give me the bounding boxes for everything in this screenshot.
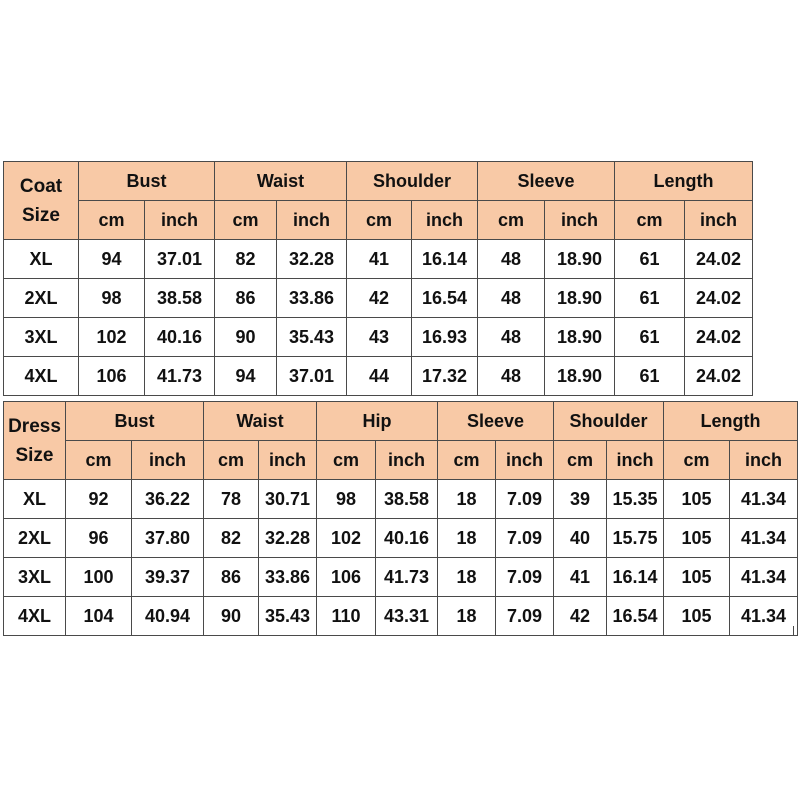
inch-value-cell: 41.73 xyxy=(145,357,215,396)
cm-value-cell: 96 xyxy=(66,519,132,558)
cm-value-cell: 104 xyxy=(66,597,132,636)
inch-value-cell: 15.75 xyxy=(607,519,664,558)
coat-table-row xyxy=(4,240,753,279)
cm-value-cell: 98 xyxy=(79,279,145,318)
inch-value-cell: 18.90 xyxy=(545,279,615,318)
cm-value-cell: 61 xyxy=(615,240,685,279)
unit-cm: cm xyxy=(438,441,496,480)
unit-inch: inch xyxy=(145,201,215,240)
coat-label: Coat xyxy=(19,175,63,197)
coat-table-body xyxy=(4,240,753,396)
inch-value-cell: 37.01 xyxy=(277,357,347,396)
inch-value-cell: 16.93 xyxy=(412,318,478,357)
inch-value-cell: 30.71 xyxy=(259,480,317,519)
coat-size-table xyxy=(3,161,753,396)
cm-value-cell: 105 xyxy=(664,558,730,597)
cm-value-cell: 48 xyxy=(478,240,545,279)
cm-value-cell: 82 xyxy=(204,519,259,558)
coat-table-row xyxy=(4,357,753,396)
coat-col-waist: Waist xyxy=(215,162,347,201)
cm-value-cell: 18 xyxy=(438,480,496,519)
coat-col-sleeve: Sleeve xyxy=(478,162,615,201)
dress-col-sleeve: Sleeve xyxy=(438,402,554,441)
cm-value-cell: 105 xyxy=(664,519,730,558)
cm-value-cell: 48 xyxy=(478,357,545,396)
unit-inch: inch xyxy=(496,441,554,480)
cm-value-cell: 106 xyxy=(317,558,376,597)
coat-size-corner-header xyxy=(4,162,79,240)
coat-col-bust: Bust xyxy=(79,162,215,201)
inch-value-cell: 37.80 xyxy=(132,519,204,558)
dress-label: Dress xyxy=(8,415,61,437)
inch-value-cell: 41.34 xyxy=(730,558,798,597)
inch-value-cell: 37.01 xyxy=(145,240,215,279)
inch-value-cell: 17.32 xyxy=(412,357,478,396)
unit-cm: cm xyxy=(79,201,145,240)
cm-value-cell: 18 xyxy=(438,519,496,558)
size-label-cell: 4XL xyxy=(4,357,79,396)
cm-value-cell: 90 xyxy=(215,318,277,357)
inch-value-cell: 24.02 xyxy=(685,318,753,357)
unit-cm: cm xyxy=(664,441,730,480)
inch-value-cell: 16.14 xyxy=(412,240,478,279)
inch-value-cell: 40.16 xyxy=(376,519,438,558)
unit-cm: cm xyxy=(317,441,376,480)
size-label-cell: 4XL xyxy=(4,597,66,636)
inch-value-cell: 41.34 xyxy=(730,480,798,519)
size-label-cell: XL xyxy=(4,480,66,519)
coat-table-row xyxy=(4,318,753,357)
inch-value-cell: 7.09 xyxy=(496,597,554,636)
inch-value-cell: 38.58 xyxy=(145,279,215,318)
unit-inch: inch xyxy=(259,441,317,480)
cm-value-cell: 82 xyxy=(215,240,277,279)
size-label-cell: 2XL xyxy=(4,519,66,558)
unit-inch: inch xyxy=(545,201,615,240)
inch-value-cell: 24.02 xyxy=(685,279,753,318)
cm-value-cell: 43 xyxy=(347,318,412,357)
cm-value-cell: 105 xyxy=(664,480,730,519)
cm-value-cell: 61 xyxy=(615,357,685,396)
size-label: Size xyxy=(21,204,61,226)
cm-value-cell: 106 xyxy=(79,357,145,396)
cm-value-cell: 94 xyxy=(79,240,145,279)
cm-value-cell: 102 xyxy=(317,519,376,558)
unit-cm: cm xyxy=(204,441,259,480)
dress-col-length: Length xyxy=(664,402,798,441)
inch-value-cell: 33.86 xyxy=(277,279,347,318)
cm-value-cell: 42 xyxy=(347,279,412,318)
cm-value-cell: 86 xyxy=(215,279,277,318)
inch-value-cell: 15.35 xyxy=(607,480,664,519)
cm-value-cell: 100 xyxy=(66,558,132,597)
inch-value-cell: 18.90 xyxy=(545,357,615,396)
inch-value-cell: 7.09 xyxy=(496,519,554,558)
size-label-cell: 2XL xyxy=(4,279,79,318)
unit-inch: inch xyxy=(376,441,438,480)
cm-value-cell: 48 xyxy=(478,318,545,357)
unit-inch: inch xyxy=(132,441,204,480)
cm-value-cell: 105 xyxy=(664,597,730,636)
inch-value-cell: 36.22 xyxy=(132,480,204,519)
dress-size-table xyxy=(3,401,798,636)
inch-value-cell: 16.14 xyxy=(607,558,664,597)
coat-table-row xyxy=(4,279,753,318)
inch-value-cell: 43.31 xyxy=(376,597,438,636)
inch-value-cell: 41.73 xyxy=(376,558,438,597)
dress-table-row xyxy=(4,558,798,597)
inch-value-cell: 38.58 xyxy=(376,480,438,519)
coat-col-length: Length xyxy=(615,162,753,201)
dress-header-row xyxy=(4,402,798,441)
unit-cm: cm xyxy=(347,201,412,240)
dress-table-row xyxy=(4,597,798,636)
inch-value-cell: 40.94 xyxy=(132,597,204,636)
unit-inch: inch xyxy=(412,201,478,240)
dress-size-corner-header xyxy=(4,402,66,480)
inch-value-cell: 35.43 xyxy=(277,318,347,357)
cm-value-cell: 44 xyxy=(347,357,412,396)
cm-value-cell: 92 xyxy=(66,480,132,519)
cm-value-cell: 98 xyxy=(317,480,376,519)
coat-unit-row xyxy=(4,201,753,240)
unit-cm: cm xyxy=(478,201,545,240)
inch-value-cell: 40.16 xyxy=(145,318,215,357)
cm-value-cell: 42 xyxy=(554,597,607,636)
cm-value-cell: 94 xyxy=(215,357,277,396)
cm-value-cell: 41 xyxy=(554,558,607,597)
size-label-cell: 3XL xyxy=(4,318,79,357)
cm-value-cell: 86 xyxy=(204,558,259,597)
inch-value-cell: 7.09 xyxy=(496,558,554,597)
dress-table-row xyxy=(4,519,798,558)
unit-cm: cm xyxy=(66,441,132,480)
cm-value-cell: 102 xyxy=(79,318,145,357)
dress-col-bust: Bust xyxy=(66,402,204,441)
cm-value-cell: 40 xyxy=(554,519,607,558)
inch-value-cell: 18.90 xyxy=(545,240,615,279)
size-label: Size xyxy=(15,444,54,466)
dress-table-body xyxy=(4,480,798,636)
inch-value-cell: 24.02 xyxy=(685,240,753,279)
cm-value-cell: 39 xyxy=(554,480,607,519)
cm-value-cell: 61 xyxy=(615,279,685,318)
dress-col-shoulder: Shoulder xyxy=(554,402,664,441)
unit-inch: inch xyxy=(277,201,347,240)
dress-table-row xyxy=(4,480,798,519)
inch-value-cell: 16.54 xyxy=(412,279,478,318)
cm-value-cell: 61 xyxy=(615,318,685,357)
unit-cm: cm xyxy=(554,441,607,480)
unit-cm: cm xyxy=(615,201,685,240)
dress-unit-row xyxy=(4,441,798,480)
dress-col-waist: Waist xyxy=(204,402,317,441)
inch-value-cell: 35.43 xyxy=(259,597,317,636)
coat-header-row xyxy=(4,162,753,201)
cm-value-cell: 41 xyxy=(347,240,412,279)
inch-value-cell: 39.37 xyxy=(132,558,204,597)
dress-col-hip: Hip xyxy=(317,402,438,441)
unit-inch: inch xyxy=(685,201,753,240)
inch-value-cell: 16.54 xyxy=(607,597,664,636)
cm-value-cell: 48 xyxy=(478,279,545,318)
inch-value-cell: 7.09 xyxy=(496,480,554,519)
unit-inch: inch xyxy=(607,441,664,480)
inch-value-cell: 41.34 xyxy=(730,519,798,558)
cm-value-cell: 78 xyxy=(204,480,259,519)
unit-cm: cm xyxy=(215,201,277,240)
size-label-cell: 3XL xyxy=(4,558,66,597)
cm-value-cell: 18 xyxy=(438,597,496,636)
inch-value-cell: 33.86 xyxy=(259,558,317,597)
cm-value-cell: 110 xyxy=(317,597,376,636)
size-label-cell: XL xyxy=(4,240,79,279)
inch-value-cell: 41.34 xyxy=(730,597,798,636)
inch-value-cell: 32.28 xyxy=(277,240,347,279)
unit-inch: inch xyxy=(730,441,798,480)
cm-value-cell: 18 xyxy=(438,558,496,597)
inch-value-cell: 24.02 xyxy=(685,357,753,396)
coat-col-shoulder: Shoulder xyxy=(347,162,478,201)
inch-value-cell: 18.90 xyxy=(545,318,615,357)
cm-value-cell: 90 xyxy=(204,597,259,636)
inch-value-cell: 32.28 xyxy=(259,519,317,558)
border-fragment xyxy=(793,626,794,636)
